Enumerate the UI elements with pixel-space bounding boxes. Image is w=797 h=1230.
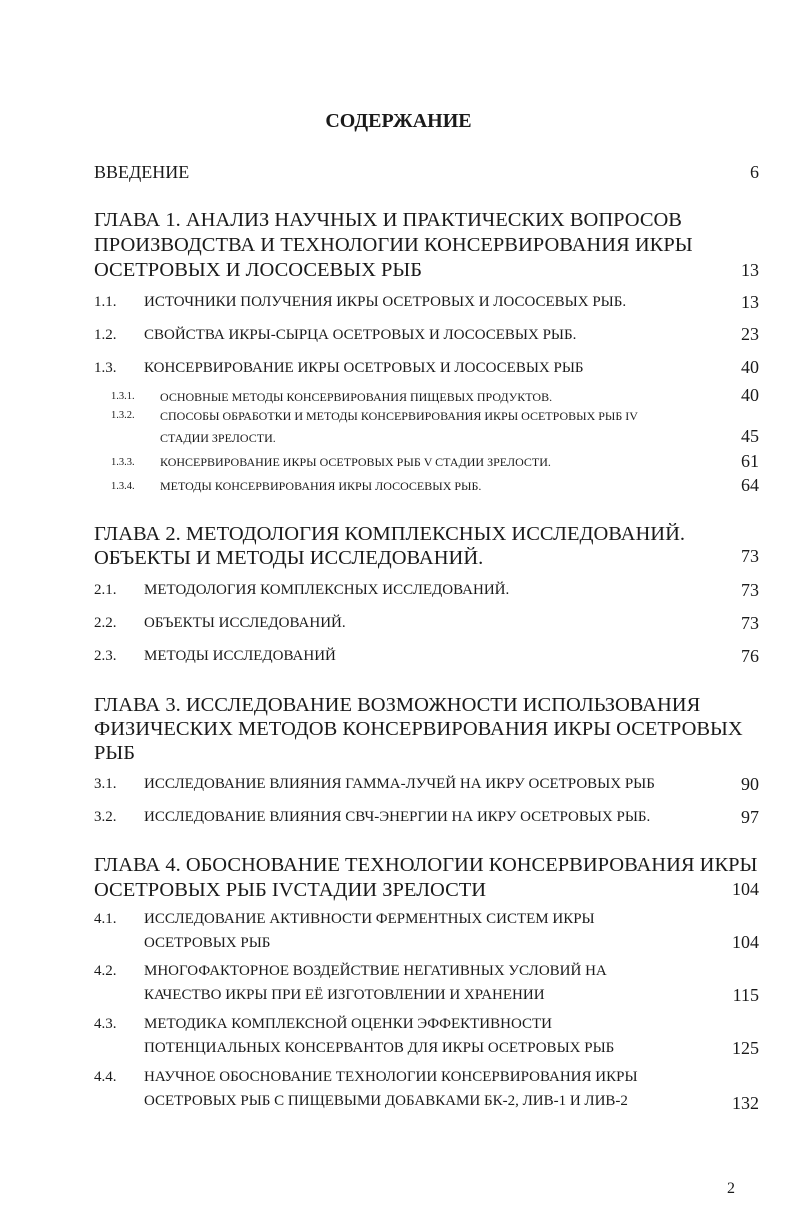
- chapter-3-title-line-1: ГЛАВА 3. ИССЛЕДОВАНИЕ ВОЗМОЖНОСТИ ИСПОЛЬЗОВАНИЯ: [94, 694, 701, 716]
- chapter-1-title-line-2: ПРОИЗВОДСТВА И ТЕХНОЛОГИИ КОНСЕРВИРОВАНИЯ ИКРЫ: [94, 234, 693, 256]
- section-2-1-page: 73: [741, 580, 759, 600]
- subsection-1-3-3-page: 61: [741, 451, 759, 471]
- chapter-3-title-line-3: РЫБ: [94, 742, 136, 764]
- subsection-1-3-4-text: МЕТОДЫ КОНСЕРВИРОВАНИЯ ИКРЫ ЛОСОСЕВЫХ РЫБ.: [160, 479, 482, 493]
- section-3-1-num: 3.1.: [94, 776, 117, 792]
- intro-page: 6: [750, 162, 759, 182]
- section-1-1-num: 1.1.: [94, 294, 117, 310]
- section-4-2-page: 115: [732, 985, 759, 1005]
- section-4-3-num: 4.3.: [94, 1016, 117, 1032]
- section-3-2-num: 3.2.: [94, 809, 117, 825]
- section-4-3-page: 125: [732, 1038, 759, 1058]
- section-3-1-text: ИССЛЕДОВАНИЕ ВЛИЯНИЯ ГАММА-ЛУЧЕЙ НА ИКРУ ОСЕТРОВЫХ РЫБ: [144, 776, 655, 792]
- chapter-1-title-line-1: ГЛАВА 1. АНАЛИЗ НАУЧНЫХ И ПРАКТИЧЕСКИХ ВОПРОСОВ: [94, 209, 682, 231]
- chapter-1-page: 13: [741, 260, 759, 280]
- section-2-3-page: 76: [741, 646, 759, 666]
- chapter-4-title-line-1: ГЛАВА 4. ОБОСНОВАНИЕ ТЕХНОЛОГИИ КОНСЕРВИРОВАНИЯ ИКРЫ: [94, 854, 758, 876]
- section-1-1-text: ИСТОЧНИКИ ПОЛУЧЕНИЯ ИКРЫ ОСЕТРОВЫХ И ЛОСОСЕВЫХ РЫБ.: [144, 294, 627, 310]
- section-1-2-text: СВОЙСТВА ИКРЫ-СЫРЦА ОСЕТРОВЫХ И ЛОСОСЕВЫХ РЫБ.: [144, 327, 577, 343]
- section-4-3-text: МЕТОДИКА КОМПЛЕКСНОЙ ОЦЕНКИ ЭФФЕКТИВНОСТИ: [144, 1016, 552, 1032]
- section-3-2-text: ИССЛЕДОВАНИЕ ВЛИЯНИЯ СВЧ-ЭНЕРГИИ НА ИКРУ ОСЕТРОВЫХ РЫБ.: [144, 809, 651, 825]
- section-4-1-page: 104: [732, 932, 759, 952]
- chapter-3-title-line-2: ФИЗИЧЕСКИХ МЕТОДОВ КОНСЕРВИРОВАНИЯ ИКРЫ ОСЕТРОВЫХ: [94, 718, 743, 740]
- chapter-2-page: 73: [741, 546, 759, 566]
- page-number: 2: [727, 1180, 735, 1197]
- section-2-3-num: 2.3.: [94, 648, 117, 664]
- section-4-1-text: ИССЛЕДОВАНИЕ АКТИВНОСТИ ФЕРМЕНТНЫХ СИСТЕМ ИКРЫ: [144, 911, 595, 927]
- section-4-3-text-cont: ПОТЕНЦИАЛЬНЫХ КОНСЕРВАНТОВ ДЛЯ ИКРЫ ОСЕТРОВЫХ РЫБ: [144, 1040, 615, 1056]
- section-4-1-num: 4.1.: [94, 911, 117, 927]
- chapter-2-title-line-2: ОБЪЕКТЫ И МЕТОДЫ ИССЛЕДОВАНИЙ.: [94, 547, 484, 569]
- intro-label: ВВЕДЕНИЕ: [94, 162, 190, 182]
- section-2-1-text: МЕТОДОЛОГИЯ КОМПЛЕКСНЫХ ИССЛЕДОВАНИЙ.: [144, 582, 510, 598]
- subsection-1-3-2-num: 1.3.2.: [111, 410, 135, 421]
- chapter-4-page: 104: [732, 879, 759, 899]
- section-1-1-page: 13: [741, 292, 759, 312]
- subsection-1-3-1-text: ОСНОВНЫЕ МЕТОДЫ КОНСЕРВИРОВАНИЯ ПИЩЕВЫХ ПРОДУКТОВ.: [160, 390, 553, 404]
- subsection-1-3-4-num: 1.3.4.: [111, 481, 135, 492]
- section-4-2-text: МНОГОФАКТОРНОЕ ВОЗДЕЙСТВИЕ НЕГАТИВНЫХ УСЛОВИЙ НА: [144, 963, 607, 979]
- subsection-1-3-2-text: СПОСОБЫ ОБРАБОТКИ И МЕТОДЫ КОНСЕРВИРОВАНИЯ ИКРЫ ОСЕТРОВЫХ РЫБ IV: [160, 409, 638, 423]
- subsection-1-3-4-page: 64: [741, 475, 759, 495]
- subsection-1-3-1-num: 1.3.1.: [111, 391, 135, 402]
- section-2-1-num: 2.1.: [94, 582, 117, 598]
- section-4-2-text-cont: КАЧЕСТВО ИКРЫ ПРИ ЕЁ ИЗГОТОВЛЕНИИ И ХРАНЕНИИ: [144, 987, 545, 1003]
- section-1-3-page: 40: [741, 357, 759, 377]
- subsection-1-3-3-text: КОНСЕРВИРОВАНИЕ ИКРЫ ОСЕТРОВЫХ РЫБ V СТАДИИ ЗРЕЛОСТИ.: [160, 455, 551, 469]
- section-3-1-page: 90: [741, 774, 759, 794]
- section-3-2-page: 97: [741, 807, 759, 827]
- chapter-4-title-line-2: ОСЕТРОВЫХ РЫБ IVСТАДИИ ЗРЕЛОСТИ: [94, 879, 487, 901]
- section-1-3-num: 1.3.: [94, 360, 117, 376]
- subsection-1-3-3-num: 1.3.3.: [111, 457, 135, 468]
- chapter-2-title-line-1: ГЛАВА 2. МЕТОДОЛОГИЯ КОМПЛЕКСНЫХ ИССЛЕДОВАНИЙ.: [94, 523, 685, 545]
- section-1-2-page: 23: [741, 324, 759, 344]
- section-1-2-num: 1.2.: [94, 327, 117, 343]
- section-2-2-text: ОБЪЕКТЫ ИССЛЕДОВАНИЙ.: [144, 615, 346, 631]
- subsection-1-3-2-page: 45: [741, 426, 759, 446]
- subsection-1-3-2-text-cont: СТАДИИ ЗРЕЛОСТИ.: [160, 431, 276, 445]
- section-4-2-num: 4.2.: [94, 963, 117, 979]
- section-4-4-text-cont: ОСЕТРОВЫХ РЫБ С ПИЩЕВЫМИ ДОБАВКАМИ БК-2, ЛИВ-1 И ЛИВ-2: [144, 1093, 628, 1109]
- section-4-4-num: 4.4.: [94, 1069, 117, 1085]
- section-2-2-num: 2.2.: [94, 615, 117, 631]
- section-4-1-text-cont: ОСЕТРОВЫХ РЫБ: [144, 935, 271, 951]
- section-4-4-text: НАУЧНОЕ ОБОСНОВАНИЕ ТЕХНОЛОГИИ КОНСЕРВИРОВАНИЯ ИКРЫ: [144, 1069, 638, 1085]
- section-4-4-page: 132: [732, 1093, 759, 1113]
- section-2-3-text: МЕТОДЫ ИССЛЕДОВАНИЙ: [144, 648, 336, 664]
- chapter-1-title-line-3: ОСЕТРОВЫХ И ЛОСОСЕВЫХ РЫБ: [94, 259, 423, 281]
- toc-title: СОДЕРЖАНИЕ: [325, 110, 472, 132]
- section-1-3-text: КОНСЕРВИРОВАНИЕ ИКРЫ ОСЕТРОВЫХ И ЛОСОСЕВЫХ РЫБ: [144, 360, 584, 376]
- subsection-1-3-1-page: 40: [741, 385, 759, 405]
- section-2-2-page: 73: [741, 613, 759, 633]
